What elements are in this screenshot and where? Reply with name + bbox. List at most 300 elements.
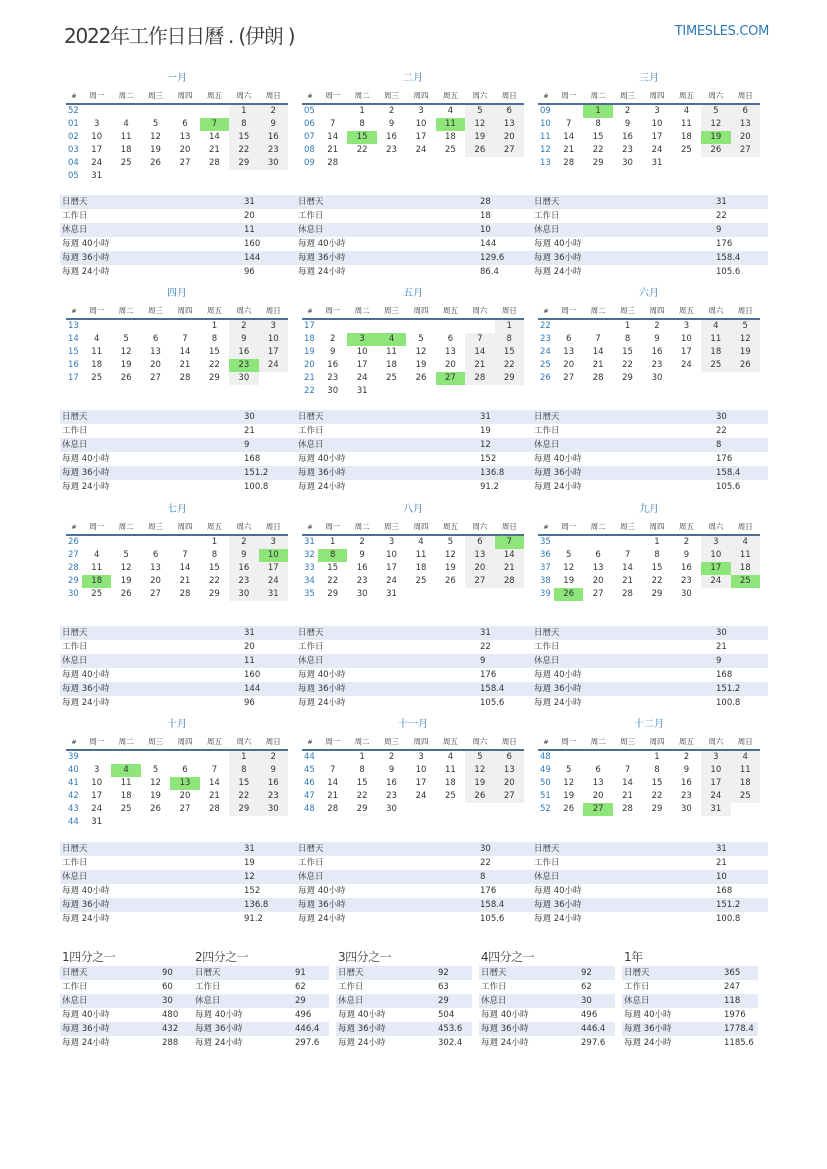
day-cell[interactable]: 17 [91,791,103,801]
day-cell[interactable]: 21 [179,576,191,586]
day-cell[interactable]: 27 [150,373,161,383]
day-cell[interactable]: 23 [229,575,258,588]
day-cell[interactable]: 17 [680,347,692,357]
day-cell[interactable]: 7 [624,765,631,775]
day-cell[interactable]: 12 [120,347,132,357]
day-cell[interactable]: 28 [622,589,633,599]
day-cell[interactable]: 9 [388,765,395,775]
day-cell[interactable]: 1 [359,752,365,762]
day-cell[interactable]: 3 [683,321,690,331]
day-cell[interactable]: 5 [465,104,494,118]
day-cell[interactable]: 28 [592,373,604,383]
day-cell[interactable]: 6 [566,334,572,344]
day-cell[interactable]: 3 [259,319,288,333]
day-cell[interactable]: 3 [701,535,730,549]
day-cell[interactable]: 7 [200,118,229,131]
day-cell[interactable]: 28 [465,372,494,385]
day-cell[interactable]: 24 [259,359,288,372]
day-cell[interactable]: 24 [651,145,663,155]
day-cell[interactable]: 17 [356,360,368,370]
day-cell[interactable]: 4 [377,333,406,346]
day-cell[interactable]: 30 [259,157,288,170]
day-cell[interactable]: 30 [229,588,258,601]
day-cell[interactable]: 14 [465,346,494,359]
day-cell[interactable]: 4 [447,106,454,116]
day-cell[interactable]: 18 [444,778,456,788]
day-cell[interactable]: 16 [229,346,258,359]
day-cell[interactable]: 17 [651,132,663,142]
day-cell[interactable]: 25 [680,145,692,155]
day-cell[interactable]: 14 [592,347,604,357]
day-cell[interactable]: 11 [701,333,730,346]
day-cell[interactable]: 10 [356,347,368,357]
day-cell[interactable]: 14 [622,778,633,788]
day-cell[interactable]: 6 [731,104,760,118]
day-cell[interactable]: 20 [150,576,161,586]
day-cell[interactable]: 16 [327,360,339,370]
day-cell[interactable]: 7 [330,765,336,775]
day-cell[interactable]: 1 [229,104,258,118]
day-cell[interactable]: 9 [229,333,258,346]
day-cell[interactable]: 10 [415,119,427,129]
day-cell[interactable]: 17 [259,562,288,575]
day-cell[interactable]: 5 [447,537,454,547]
day-cell[interactable]: 18 [120,791,132,801]
day-cell[interactable]: 2 [229,319,258,333]
day-cell[interactable]: 9 [259,118,288,131]
day-cell[interactable]: 27 [583,803,612,816]
day-cell[interactable]: 1 [654,752,660,762]
day-cell[interactable]: 21 [622,576,633,586]
day-cell[interactable]: 12 [465,764,494,777]
day-cell[interactable]: 19 [150,145,161,155]
day-cell[interactable]: 30 [680,589,692,599]
day-cell[interactable]: 27 [179,804,191,814]
day-cell[interactable]: 17 [386,563,397,573]
day-cell[interactable]: 29 [592,158,604,168]
day-cell[interactable]: 24 [680,360,692,370]
day-cell[interactable]: 26 [150,158,161,168]
day-cell[interactable]: 1 [359,106,365,116]
day-cell[interactable]: 5 [418,334,424,344]
day-cell[interactable]: 16 [651,347,663,357]
day-cell[interactable]: 4 [123,119,129,129]
day-cell[interactable]: 30 [386,804,397,814]
day-cell[interactable]: 16 [229,562,258,575]
day-cell[interactable]: 15 [208,347,220,357]
day-cell[interactable]: 13 [731,118,760,131]
day-cell[interactable]: 2 [330,334,336,344]
day-cell[interactable]: 11 [91,563,103,573]
day-cell[interactable]: 3 [94,119,100,129]
day-cell[interactable]: 21 [179,360,191,370]
day-cell[interactable]: 20 [495,777,524,790]
day-cell[interactable]: 7 [624,550,631,560]
day-cell[interactable]: 19 [731,346,760,359]
day-cell[interactable]: 21 [465,359,494,372]
day-cell[interactable]: 10 [651,119,663,129]
day-cell[interactable]: 29 [229,157,258,170]
day-cell[interactable]: 16 [259,131,288,144]
day-cell[interactable]: 10 [91,132,103,142]
day-cell[interactable]: 18 [82,575,111,588]
day-cell[interactable]: 26 [150,804,161,814]
day-cell[interactable]: 11 [444,765,456,775]
day-cell[interactable]: 21 [592,360,604,370]
day-cell[interactable]: 21 [327,791,339,801]
day-cell[interactable]: 20 [563,360,575,370]
day-cell[interactable]: 26 [731,359,760,372]
day-cell[interactable]: 4 [447,752,454,762]
day-cell[interactable]: 11 [731,549,760,562]
day-cell[interactable]: 9 [654,334,660,344]
day-cell[interactable]: 5 [123,550,129,560]
day-cell[interactable]: 24 [91,158,103,168]
day-cell[interactable]: 27 [495,790,524,803]
day-cell[interactable]: 5 [152,765,159,775]
day-cell[interactable]: 27 [495,144,524,157]
day-cell[interactable]: 19 [563,576,575,586]
day-cell[interactable]: 4 [418,537,424,547]
day-cell[interactable]: 6 [465,535,494,549]
day-cell[interactable]: 1 [495,319,524,333]
day-cell[interactable]: 2 [259,750,288,764]
day-cell[interactable]: 23 [356,576,368,586]
day-cell[interactable]: 10 [259,333,288,346]
day-cell[interactable]: 13 [465,549,494,562]
day-cell[interactable]: 14 [327,132,339,142]
day-cell[interactable]: 11 [680,119,692,129]
day-cell[interactable]: 10 [701,549,730,562]
day-cell[interactable]: 23 [680,791,692,801]
day-cell[interactable]: 23 [622,145,633,155]
day-cell[interactable]: 8 [595,119,601,129]
day-cell[interactable]: 3 [654,106,660,116]
day-cell[interactable]: 8 [229,118,258,131]
day-cell[interactable]: 25 [731,575,760,588]
day-cell[interactable]: 9 [259,764,288,777]
day-cell[interactable]: 6 [152,334,159,344]
day-cell[interactable]: 14 [495,549,524,562]
day-cell[interactable]: 9 [624,119,631,129]
day-cell[interactable]: 16 [356,563,368,573]
day-cell[interactable]: 1 [211,321,218,331]
day-cell[interactable]: 19 [563,791,575,801]
day-cell[interactable]: 15 [356,778,368,788]
day-cell[interactable]: 28 [622,804,633,814]
day-cell[interactable]: 14 [179,347,191,357]
day-cell[interactable]: 7 [465,333,494,346]
day-cell[interactable]: 23 [386,791,397,801]
day-cell[interactable]: 26 [120,373,132,383]
day-cell[interactable]: 6 [595,765,601,775]
day-cell[interactable]: 22 [651,576,663,586]
day-cell[interactable]: 7 [182,334,188,344]
day-cell[interactable]: 26 [554,588,583,601]
day-cell[interactable]: 21 [563,145,575,155]
day-cell[interactable]: 30 [622,158,633,168]
day-cell[interactable]: 8 [359,765,365,775]
day-cell[interactable]: 7 [595,334,601,344]
day-cell[interactable]: 29 [651,804,663,814]
day-cell[interactable]: 31 [91,171,103,181]
day-cell[interactable]: 24 [701,575,730,588]
day-cell[interactable]: 19 [415,360,427,370]
day-cell[interactable]: 19 [120,360,132,370]
day-cell[interactable]: 28 [563,158,575,168]
day-cell[interactable]: 1 [211,537,218,547]
day-cell[interactable]: 8 [495,333,524,346]
day-cell[interactable]: 10 [259,549,288,562]
day-cell[interactable]: 4 [111,764,140,777]
day-cell[interactable]: 15 [651,778,663,788]
day-cell[interactable]: 29 [651,589,663,599]
day-cell[interactable]: 5 [701,104,730,118]
day-cell[interactable]: 13 [592,563,604,573]
day-cell[interactable]: 7 [182,550,188,560]
day-cell[interactable]: 21 [327,145,339,155]
day-cell[interactable]: 17 [91,145,103,155]
day-cell[interactable]: 3 [347,333,376,346]
day-cell[interactable]: 11 [436,118,465,131]
day-cell[interactable]: 31 [356,386,368,396]
day-cell[interactable]: 15 [327,563,339,573]
day-cell[interactable]: 13 [495,764,524,777]
day-cell[interactable]: 13 [179,132,191,142]
day-cell[interactable]: 24 [386,576,397,586]
day-cell[interactable]: 29 [208,373,220,383]
day-cell[interactable]: 2 [359,537,365,547]
day-cell[interactable]: 9 [330,347,336,357]
day-cell[interactable]: 28 [327,158,339,168]
day-cell[interactable]: 15 [592,132,604,142]
day-cell[interactable]: 8 [229,764,258,777]
day-cell[interactable]: 28 [495,575,524,588]
day-cell[interactable]: 27 [465,575,494,588]
day-cell[interactable]: 13 [495,118,524,131]
day-cell[interactable]: 14 [327,778,339,788]
day-cell[interactable]: 22 [208,576,220,586]
day-cell[interactable]: 30 [259,803,288,816]
day-cell[interactable]: 25 [120,804,132,814]
day-cell[interactable]: 17 [701,562,730,575]
day-cell[interactable]: 29 [356,804,368,814]
day-cell[interactable]: 11 [91,347,103,357]
day-cell[interactable]: 2 [259,104,288,118]
day-cell[interactable]: 8 [211,550,218,560]
day-cell[interactable]: 7 [330,119,336,129]
day-cell[interactable]: 3 [418,752,424,762]
day-cell[interactable]: 25 [386,373,397,383]
day-cell[interactable]: 20 [731,131,760,144]
day-cell[interactable]: 7 [495,535,524,549]
day-cell[interactable]: 18 [680,132,692,142]
day-cell[interactable]: 16 [680,563,692,573]
day-cell[interactable]: 23 [680,576,692,586]
day-cell[interactable]: 14 [622,563,633,573]
day-cell[interactable]: 9 [683,765,690,775]
day-cell[interactable]: 12 [701,118,730,131]
day-cell[interactable]: 12 [150,778,161,788]
day-cell[interactable]: 2 [683,537,690,547]
day-cell[interactable]: 22 [229,790,258,803]
day-cell[interactable]: 9 [683,550,690,560]
day-cell[interactable]: 11 [415,550,427,560]
day-cell[interactable]: 2 [229,535,258,549]
day-cell[interactable]: 8 [211,334,218,344]
day-cell[interactable]: 6 [152,550,159,560]
day-cell[interactable]: 22 [208,360,220,370]
day-cell[interactable]: 8 [654,765,660,775]
day-cell[interactable]: 14 [563,132,575,142]
day-cell[interactable]: 27 [563,373,575,383]
day-cell[interactable]: 27 [592,589,604,599]
day-cell[interactable]: 15 [229,777,258,790]
day-cell[interactable]: 25 [444,145,456,155]
day-cell[interactable]: 11 [120,132,132,142]
day-cell[interactable]: 11 [386,347,397,357]
day-cell[interactable]: 20 [592,576,604,586]
day-cell[interactable]: 26 [701,144,730,157]
day-cell[interactable]: 12 [563,563,575,573]
day-cell[interactable]: 18 [444,132,456,142]
day-cell[interactable]: 24 [415,791,427,801]
day-cell[interactable]: 1 [330,537,336,547]
day-cell[interactable]: 14 [179,563,191,573]
day-cell[interactable]: 14 [208,132,220,142]
day-cell[interactable]: 8 [624,334,631,344]
day-cell[interactable]: 8 [359,119,365,129]
day-cell[interactable]: 19 [120,576,132,586]
day-cell[interactable]: 2 [624,106,631,116]
day-cell[interactable]: 26 [563,804,575,814]
day-cell[interactable]: 12 [563,778,575,788]
day-cell[interactable]: 5 [731,319,760,333]
day-cell[interactable]: 16 [386,778,397,788]
day-cell[interactable]: 23 [229,359,258,372]
day-cell[interactable]: 10 [680,334,692,344]
day-cell[interactable]: 2 [388,106,395,116]
day-cell[interactable]: 15 [229,131,258,144]
day-cell[interactable]: 27 [150,589,161,599]
day-cell[interactable]: 4 [94,550,100,560]
day-cell[interactable]: 24 [91,804,103,814]
day-cell[interactable]: 20 [150,360,161,370]
day-cell[interactable]: 1 [654,537,660,547]
site-brand[interactable]: TIMESLES.COM [674,24,769,39]
day-cell[interactable]: 12 [415,347,427,357]
day-cell[interactable]: 26 [120,589,132,599]
day-cell[interactable]: 22 [229,144,258,157]
day-cell[interactable]: 26 [465,790,494,803]
day-cell[interactable]: 30 [680,804,692,814]
day-cell[interactable]: 30 [327,386,339,396]
day-cell[interactable]: 6 [182,119,188,129]
day-cell[interactable]: 28 [208,158,220,168]
day-cell[interactable]: 12 [150,132,161,142]
day-cell[interactable]: 5 [465,750,494,764]
day-cell[interactable]: 5 [152,119,159,129]
day-cell[interactable]: 19 [701,131,730,144]
day-cell[interactable]: 20 [179,145,191,155]
day-cell[interactable]: 29 [208,589,220,599]
day-cell[interactable]: 30 [651,373,663,383]
day-cell[interactable]: 16 [386,132,397,142]
day-cell[interactable]: 4 [94,334,100,344]
day-cell[interactable]: 22 [356,145,368,155]
day-cell[interactable]: 31 [91,817,103,827]
day-cell[interactable]: 31 [701,803,730,816]
day-cell[interactable]: 24 [415,145,427,155]
day-cell[interactable]: 31 [259,588,288,601]
day-cell[interactable]: 8 [318,549,347,562]
day-cell[interactable]: 13 [592,778,604,788]
day-cell[interactable]: 21 [208,791,220,801]
day-cell[interactable]: 13 [150,347,161,357]
day-cell[interactable]: 2 [654,321,660,331]
day-cell[interactable]: 18 [415,563,427,573]
day-cell[interactable]: 10 [386,550,397,560]
day-cell[interactable]: 19 [465,777,494,790]
day-cell[interactable]: 15 [495,346,524,359]
day-cell[interactable]: 19 [150,791,161,801]
day-cell[interactable]: 28 [208,804,220,814]
day-cell[interactable]: 25 [701,359,730,372]
day-cell[interactable]: 19 [465,131,494,144]
day-cell[interactable]: 6 [182,765,188,775]
day-cell[interactable]: 25 [444,791,456,801]
day-cell[interactable]: 13 [150,563,161,573]
day-cell[interactable]: 10 [701,764,730,777]
day-cell[interactable]: 9 [388,119,395,129]
day-cell[interactable]: 16 [680,778,692,788]
day-cell[interactable]: 28 [327,804,339,814]
day-cell[interactable]: 21 [495,562,524,575]
day-cell[interactable]: 29 [622,373,633,383]
day-cell[interactable]: 4 [683,106,690,116]
day-cell[interactable]: 22 [651,791,663,801]
day-cell[interactable]: 4 [731,535,760,549]
day-cell[interactable]: 13 [563,347,575,357]
day-cell[interactable]: 5 [123,334,129,344]
day-cell[interactable]: 26 [465,144,494,157]
day-cell[interactable]: 22 [622,360,633,370]
day-cell[interactable]: 3 [418,106,424,116]
day-cell[interactable]: 19 [444,563,456,573]
day-cell[interactable]: 30 [356,589,368,599]
day-cell[interactable]: 6 [447,334,454,344]
day-cell[interactable]: 16 [622,132,633,142]
day-cell[interactable]: 20 [444,360,456,370]
day-cell[interactable]: 7 [211,765,218,775]
day-cell[interactable]: 18 [120,145,132,155]
day-cell[interactable]: 23 [327,373,339,383]
day-cell[interactable]: 23 [386,145,397,155]
day-cell[interactable]: 26 [415,373,427,383]
day-cell[interactable]: 27 [179,158,191,168]
day-cell[interactable]: 25 [91,373,103,383]
day-cell[interactable]: 1 [624,321,631,331]
day-cell[interactable]: 28 [179,373,191,383]
day-cell[interactable]: 3 [94,765,100,775]
day-cell[interactable]: 27 [436,372,465,385]
day-cell[interactable]: 23 [651,360,663,370]
day-cell[interactable]: 12 [444,550,456,560]
day-cell[interactable]: 20 [465,562,494,575]
day-cell[interactable]: 28 [179,589,191,599]
day-cell[interactable]: 26 [444,576,456,586]
day-cell[interactable]: 7 [566,119,572,129]
